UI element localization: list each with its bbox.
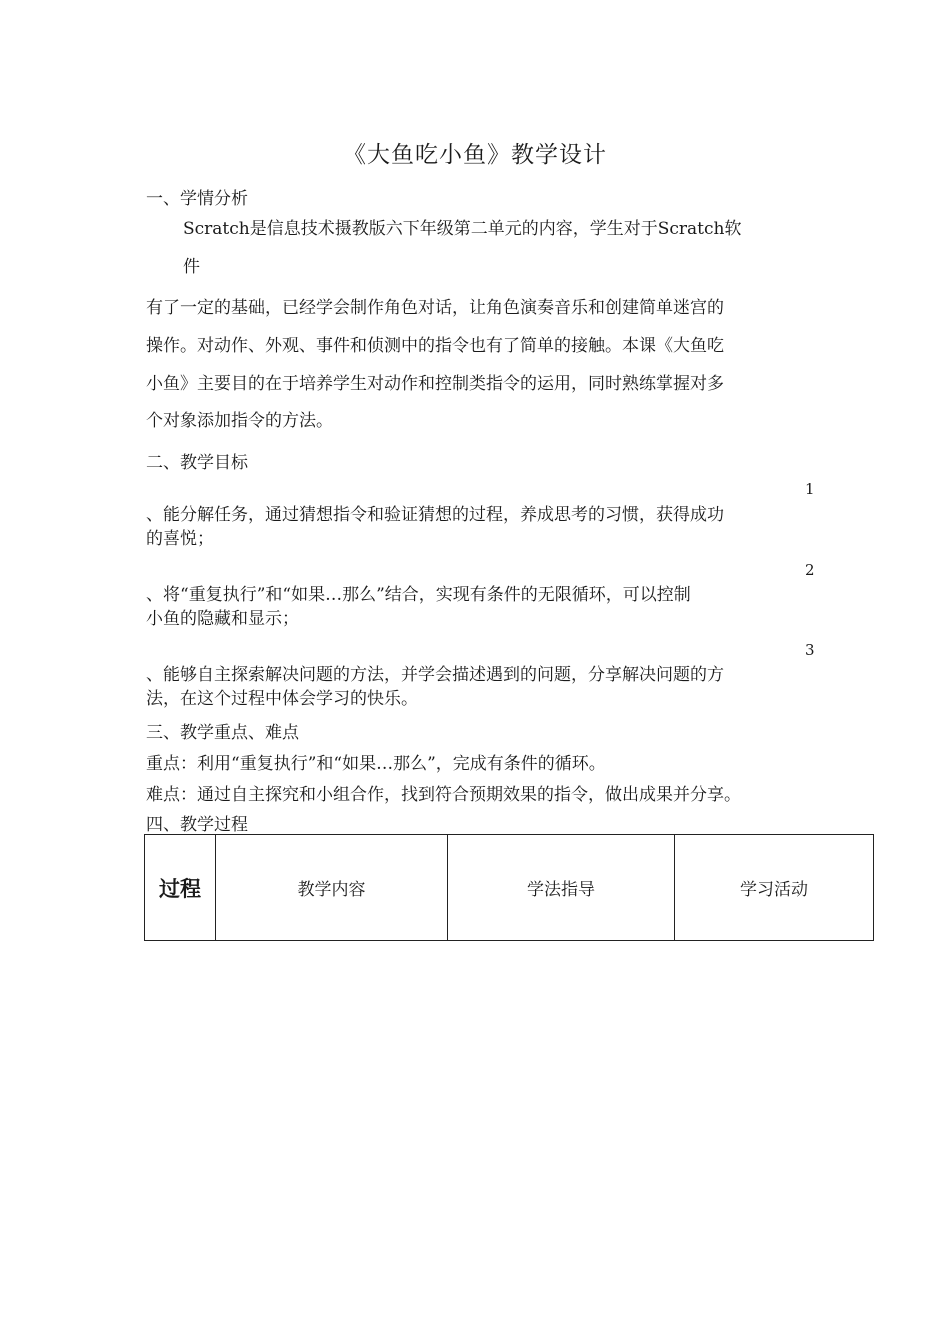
process-table — [144, 834, 874, 941]
goal-1-line-2: 的喜悦； — [146, 529, 214, 549]
difficulty-point: 难点：通过自主探究和小组合作，找到符合预期效果的指令，做出成果并分享。 — [146, 785, 741, 805]
section-heading-goals: 二、教学目标 — [146, 453, 248, 473]
analysis-para-line-4: 个对象添加指令的方法。 — [146, 411, 333, 431]
document-title: 《大鱼吃小鱼》教学设计 — [343, 142, 607, 168]
table-header-process: 过程 — [145, 835, 216, 941]
analysis-para-line-3: 小鱼》主要目的在于培养学生对动作和控制类指令的运用，同时熟练掌握对多 — [146, 374, 724, 394]
table-header-row — [145, 835, 874, 941]
section-heading-process: 四、教学过程 — [146, 815, 248, 835]
table-header-method: 学法指导 — [448, 835, 675, 941]
goal-number-2: 2 — [805, 561, 815, 579]
goal-number-3: 3 — [805, 641, 815, 659]
table-header-content: 教学内容 — [216, 835, 448, 941]
table-header-activity: 学习活动 — [675, 835, 874, 941]
goal-1-line-1: 、能分解任务，通过猜想指令和验证猜想的过程，养成思考的习惯，获得成功 — [146, 505, 724, 525]
goal-3-line-2: 法，在这个过程中体会学习的快乐。 — [146, 689, 418, 709]
key-point: 重点：利用“重复执行”和“如果…那么”，完成有条件的循环。 — [146, 754, 606, 774]
goal-number-1: 1 — [805, 480, 815, 498]
analysis-para-line-1: 有了一定的基础，已经学会制作角色对话，让角色演奏音乐和创建简单迷宫的 — [146, 298, 724, 318]
section-heading-key-points: 三、教学重点、难点 — [146, 723, 299, 743]
section-heading-analysis: 一、学情分析 — [146, 189, 248, 209]
analysis-line-1: Scratch是信息技术摄教版六下年级第二单元的内容，学生对于Scratch软 — [183, 219, 742, 239]
analysis-para-line-2: 操作。对动作、外观、事件和侦测中的指令也有了简单的接触。本课《大鱼吃 — [146, 336, 724, 356]
goal-2-line-1: 、将“重复执行”和“如果…那么”结合，实现有条件的无限循环，可以控制 — [146, 585, 691, 605]
analysis-line-2: 件 — [183, 257, 200, 277]
goal-2-line-2: 小鱼的隐藏和显示； — [146, 609, 299, 629]
goal-3-line-1: 、能够自主探索解决问题的方法，并学会描述遇到的问题，分享解决问题的方 — [146, 665, 724, 685]
